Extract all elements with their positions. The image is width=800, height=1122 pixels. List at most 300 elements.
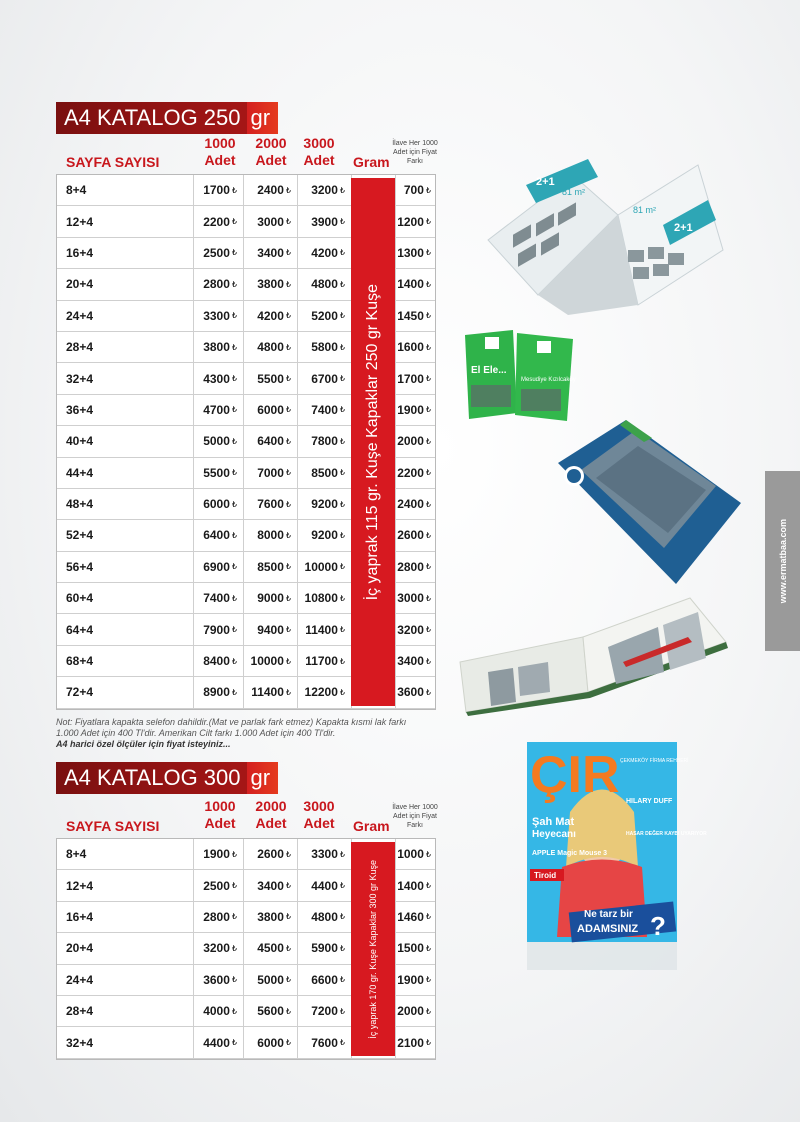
page-count-cell-value: 48+4 <box>66 497 94 512</box>
price-diff-cell <box>395 870 435 900</box>
price-3000-cell-value: 3200 <box>311 183 338 198</box>
price-1000-cell <box>193 238 243 268</box>
section2-header-sayfa: SAYFA SAYISI <box>66 818 160 834</box>
page-count-cell <box>66 175 86 205</box>
price-2000-cell-value: 7000 <box>257 465 284 480</box>
price-1000-cell <box>193 363 243 393</box>
section2-title <box>56 762 278 794</box>
currency-symbol: ₺ <box>231 849 237 859</box>
price-diff-cell <box>395 677 435 707</box>
currency-symbol: ₺ <box>339 881 345 891</box>
page-count-cell <box>66 520 93 550</box>
price-3000-cell-value: 6700 <box>311 371 338 386</box>
price-3000-cell-value: 4200 <box>311 245 338 260</box>
price-3000-cell-value: 9200 <box>311 528 338 543</box>
price-2000-cell-value: 8500 <box>257 559 284 574</box>
price-2000-cell <box>243 902 297 932</box>
section1-header-gram: Gram <box>353 154 390 170</box>
magazine-top-text: ÇEKMEKÖY FİRMA REHBERİ <box>620 758 689 764</box>
currency-symbol: ₺ <box>339 912 345 922</box>
page-count-cell <box>66 489 93 519</box>
page-count-cell <box>66 614 93 644</box>
price-diff-cell <box>395 1027 435 1057</box>
price-3000-cell-value: 4800 <box>311 909 338 924</box>
currency-symbol: ₺ <box>339 975 345 985</box>
page-count-cell-value: 8+4 <box>66 183 87 198</box>
currency-symbol: ₺ <box>231 1006 237 1016</box>
price-diff-cell-value: 2200 <box>397 465 424 480</box>
price-diff-cell-value: 1700 <box>397 371 424 386</box>
page-count-cell <box>66 870 93 900</box>
page-count-cell <box>66 363 93 393</box>
price-3000-cell-value: 10000 <box>304 559 338 574</box>
page-count-cell-value: 64+4 <box>66 622 94 637</box>
price-1000-cell-value: 2800 <box>203 909 230 924</box>
price-1000-cell <box>193 870 243 900</box>
page-count-cell-value: 8+4 <box>66 847 87 862</box>
price-2000-cell <box>243 1027 297 1057</box>
price-diff-cell-value: 2800 <box>397 559 424 574</box>
currency-symbol: ₺ <box>339 943 345 953</box>
price-1000-cell-value: 6000 <box>203 497 230 512</box>
price-2000-cell-value: 9000 <box>257 591 284 606</box>
price-diff-cell <box>395 646 435 676</box>
page-count-cell-value: 36+4 <box>66 402 94 417</box>
page-count-cell-value: 20+4 <box>66 277 94 292</box>
price-diff-cell <box>395 520 435 550</box>
catalog-area-1: 81 m² <box>562 187 586 197</box>
magazine-line-1: Şah Mat <box>532 816 575 828</box>
currency-symbol: ₺ <box>425 912 431 922</box>
price-1000-cell <box>193 458 243 488</box>
price-3000-cell-value: 11400 <box>305 622 338 637</box>
note-line-2: 1.000 Adet için 400 Tl'dir. Amerikan Cilt farkı 1.000 Adet için 400 Tl'dir. <box>56 728 336 738</box>
currency-symbol: ₺ <box>339 593 345 603</box>
price-3000-cell <box>297 520 351 550</box>
price-1000-cell-value: 1900 <box>203 847 230 862</box>
price-3000-cell-value: 5900 <box>311 941 338 956</box>
price-3000-cell <box>297 206 351 236</box>
price-2000-cell <box>243 965 297 995</box>
price-1000-cell <box>193 646 243 676</box>
price-2000-cell-value: 4800 <box>257 340 284 355</box>
price-1000-cell-value: 5000 <box>203 434 230 449</box>
currency-symbol: ₺ <box>425 593 431 603</box>
price-1000-cell <box>193 1027 243 1057</box>
price-1000-cell-value: 2800 <box>203 277 230 292</box>
price-3000-cell-value: 5200 <box>311 308 338 323</box>
price-diff-cell <box>395 395 435 425</box>
price-1000-cell-value: 6400 <box>203 528 230 543</box>
section2-header-gram: Gram <box>353 818 390 834</box>
page-count-cell-value: 12+4 <box>66 214 94 229</box>
currency-symbol: ₺ <box>425 499 431 509</box>
price-3000-cell-value: 12200 <box>304 685 338 700</box>
price-1000-cell-value: 8900 <box>203 685 230 700</box>
magazine-line-4: APPLE Magic Mouse 3 <box>532 850 608 857</box>
price-diff-cell <box>395 489 435 519</box>
catalog-area-2: 81 m² <box>633 205 657 215</box>
page-count-cell-value: 72+4 <box>66 685 94 700</box>
page-count-cell <box>66 965 93 995</box>
price-3000-cell <box>297 175 351 205</box>
price-1000-cell-value: 3800 <box>203 340 230 355</box>
price-note <box>56 717 456 750</box>
price-1000-cell <box>193 552 243 582</box>
currency-symbol: ₺ <box>285 975 291 985</box>
currency-symbol: ₺ <box>285 687 291 697</box>
website-side-tab <box>765 471 800 651</box>
currency-symbol: ₺ <box>285 530 291 540</box>
currency-symbol: ₺ <box>285 562 291 572</box>
currency-symbol: ₺ <box>285 656 291 666</box>
price-3000-cell <box>297 902 351 932</box>
section1-title-unit: gr <box>247 102 279 134</box>
currency-symbol: ₺ <box>425 1038 431 1048</box>
currency-symbol: ₺ <box>285 1038 291 1048</box>
price-3000-cell <box>297 301 351 331</box>
price-3000-cell <box>297 996 351 1026</box>
catalog-badge-1: 2+1 <box>536 176 555 188</box>
price-diff-cell <box>395 614 435 644</box>
price-diff-cell-value: 1600 <box>397 340 424 355</box>
price-1000-cell <box>193 614 243 644</box>
page-count-cell <box>66 426 93 456</box>
page-count-cell-value: 28+4 <box>66 340 94 355</box>
price-diff-cell <box>395 175 435 205</box>
brochure-text-1: El Ele... <box>471 365 507 376</box>
currency-symbol: ₺ <box>231 881 237 891</box>
price-diff-cell <box>395 933 435 963</box>
currency-symbol: ₺ <box>425 374 431 384</box>
magazine-line-5: Tiroid <box>534 871 557 880</box>
price-2000-cell-value: 9400 <box>257 622 284 637</box>
currency-symbol: ₺ <box>339 311 345 321</box>
currency-symbol: ₺ <box>339 185 345 195</box>
price-1000-cell-value: 7400 <box>203 591 230 606</box>
price-2000-cell <box>243 238 297 268</box>
price-diff-cell <box>395 269 435 299</box>
currency-symbol: ₺ <box>231 436 237 446</box>
price-diff-cell <box>395 458 435 488</box>
price-1000-cell <box>193 520 243 550</box>
price-1000-cell-value: 4000 <box>203 1004 230 1019</box>
price-3000-cell <box>297 839 351 869</box>
currency-symbol: ₺ <box>339 374 345 384</box>
price-2000-cell <box>243 552 297 582</box>
page-count-cell-value: 52+4 <box>66 528 94 543</box>
price-1000-cell <box>193 426 243 456</box>
price-2000-cell-value: 11400 <box>251 685 284 700</box>
page-count-cell-value: 24+4 <box>66 972 94 987</box>
page-count-cell <box>66 269 93 299</box>
price-2000-cell-value: 7600 <box>257 497 284 512</box>
price-2000-cell-value: 3000 <box>257 214 284 229</box>
currency-symbol: ₺ <box>339 405 345 415</box>
price-3000-cell <box>297 269 351 299</box>
price-diff-cell-value: 1300 <box>397 245 424 260</box>
price-1000-cell-value: 4300 <box>203 371 230 386</box>
currency-symbol: ₺ <box>425 687 431 697</box>
price-1000-cell <box>193 206 243 236</box>
section1-title <box>56 102 278 134</box>
page-count-cell <box>66 933 93 963</box>
price-1000-cell <box>193 677 243 707</box>
magazine-line-3: HASAR DEĞER KAYBI UYARIYOR <box>626 831 707 837</box>
price-diff-cell-value: 3000 <box>397 591 424 606</box>
page-count-cell-value: 16+4 <box>66 909 94 924</box>
price-diff-cell-value: 2100 <box>397 1035 424 1050</box>
currency-symbol: ₺ <box>231 562 237 572</box>
price-diff-cell <box>395 996 435 1026</box>
currency-symbol: ₺ <box>285 248 291 258</box>
price-3000-cell <box>297 646 351 676</box>
price-diff-cell-value: 1200 <box>397 214 424 229</box>
brochure-image <box>455 325 595 425</box>
section2-title-unit: gr <box>247 762 279 794</box>
price-diff-cell-value: 700 <box>403 183 424 198</box>
price-diff-cell <box>395 332 435 362</box>
page-count-cell-value: 56+4 <box>66 559 94 574</box>
section1-header-q3: 3000 Adet <box>303 135 335 168</box>
currency-symbol: ₺ <box>231 943 237 953</box>
price-2000-cell-value: 4500 <box>257 941 284 956</box>
price-3000-cell <box>297 458 351 488</box>
magazine-cover-image <box>522 737 707 972</box>
currency-symbol: ₺ <box>339 436 345 446</box>
price-diff-cell-value: 1900 <box>397 402 424 417</box>
note-line-3: A4 harici özel ölçüler için fiyat isteyiniz... <box>56 739 231 749</box>
currency-symbol: ₺ <box>231 279 237 289</box>
section1-header-sayfa: SAYFA SAYISI <box>66 154 160 170</box>
page-count-cell <box>66 646 93 676</box>
page-count-cell-value: 32+4 <box>66 371 94 386</box>
price-2000-cell-value: 2600 <box>257 847 284 862</box>
currency-symbol: ₺ <box>285 849 291 859</box>
price-3000-cell-value: 7400 <box>311 402 338 417</box>
currency-symbol: ₺ <box>231 975 237 985</box>
currency-symbol: ₺ <box>425 562 431 572</box>
currency-symbol: ₺ <box>425 436 431 446</box>
price-3000-cell-value: 5800 <box>311 340 338 355</box>
price-diff-cell-value: 1460 <box>397 909 424 924</box>
brochure-text-2: Mesudiye Kızılcaköy <box>521 377 576 383</box>
price-3000-cell <box>297 1027 351 1057</box>
price-2000-cell <box>243 520 297 550</box>
currency-symbol: ₺ <box>285 279 291 289</box>
price-3000-cell <box>297 332 351 362</box>
currency-symbol: ₺ <box>339 499 345 509</box>
currency-symbol: ₺ <box>339 530 345 540</box>
landscape-catalog-image <box>458 592 730 717</box>
page-count-cell <box>66 206 93 236</box>
price-3000-cell <box>297 933 351 963</box>
currency-symbol: ₺ <box>339 625 345 635</box>
currency-symbol: ₺ <box>425 975 431 985</box>
page-count-cell <box>66 583 93 613</box>
price-diff-cell-value: 1000 <box>397 847 424 862</box>
price-2000-cell <box>243 583 297 613</box>
currency-symbol: ₺ <box>425 849 431 859</box>
price-2000-cell-value: 10000 <box>250 654 284 669</box>
price-2000-cell <box>243 614 297 644</box>
currency-symbol: ₺ <box>231 1038 237 1048</box>
section2-price-table <box>56 838 436 1060</box>
section2-header-q2: 2000 Adet <box>255 798 287 831</box>
currency-symbol: ₺ <box>231 530 237 540</box>
price-2000-cell-value: 6400 <box>257 434 284 449</box>
price-3000-cell <box>297 238 351 268</box>
price-2000-cell <box>243 269 297 299</box>
price-1000-cell-value: 4400 <box>203 1035 230 1050</box>
currency-symbol: ₺ <box>339 562 345 572</box>
price-2000-cell <box>243 332 297 362</box>
section2-gram-column <box>351 842 395 1056</box>
price-diff-cell <box>395 238 435 268</box>
price-3000-cell-value: 10800 <box>304 591 338 606</box>
currency-symbol: ₺ <box>425 248 431 258</box>
currency-symbol: ₺ <box>339 468 345 478</box>
price-3000-cell-value: 8500 <box>311 465 338 480</box>
price-1000-cell-value: 7900 <box>203 622 230 637</box>
currency-symbol: ₺ <box>425 311 431 321</box>
section2-header-q1: 1000 Adet <box>204 798 236 831</box>
price-diff-cell-value: 2000 <box>397 434 424 449</box>
currency-symbol: ₺ <box>339 342 345 352</box>
currency-symbol: ₺ <box>339 279 345 289</box>
page-count-cell <box>66 332 93 362</box>
currency-symbol: ₺ <box>425 625 431 635</box>
price-2000-cell <box>243 395 297 425</box>
price-3000-cell <box>297 363 351 393</box>
page-count-cell <box>66 1027 93 1057</box>
currency-symbol: ₺ <box>231 499 237 509</box>
currency-symbol: ₺ <box>231 311 237 321</box>
currency-symbol: ₺ <box>339 1006 345 1016</box>
price-2000-cell <box>243 301 297 331</box>
currency-symbol: ₺ <box>285 625 291 635</box>
currency-symbol: ₺ <box>425 1006 431 1016</box>
currency-symbol: ₺ <box>285 436 291 446</box>
currency-symbol: ₺ <box>339 1038 345 1048</box>
price-diff-cell <box>395 839 435 869</box>
price-diff-cell-value: 3200 <box>397 622 424 637</box>
price-1000-cell-value: 4700 <box>203 402 230 417</box>
page-count-cell <box>66 552 93 582</box>
price-3000-cell <box>297 426 351 456</box>
page-count-cell-value: 32+4 <box>66 1035 94 1050</box>
page-count-cell-value: 12+4 <box>66 878 94 893</box>
currency-symbol: ₺ <box>285 943 291 953</box>
catalog-badge-2: 2+1 <box>674 222 693 234</box>
page-count-cell-value: 28+4 <box>66 1004 94 1019</box>
page-count-cell <box>66 839 86 869</box>
price-1000-cell <box>193 489 243 519</box>
currency-symbol: ₺ <box>231 405 237 415</box>
currency-symbol: ₺ <box>425 279 431 289</box>
price-2000-cell-value: 3400 <box>257 245 284 260</box>
price-diff-cell-value: 1900 <box>397 972 424 987</box>
section1-header-q1: 1000 Adet <box>204 135 236 168</box>
price-diff-cell-value: 1400 <box>397 277 424 292</box>
note-line-1: Not: Fiyatlara kapakta selefon dahildir.(Mat ve parlak fark etmez) Kapakta kısmi lak farkı <box>56 717 407 727</box>
currency-symbol: ₺ <box>425 405 431 415</box>
price-3000-cell <box>297 395 351 425</box>
section2-header-ilave: İlave Her 1000 Adet için Fiyat Farkı <box>392 804 438 829</box>
open-catalog-image <box>478 155 728 320</box>
price-3000-cell <box>297 677 351 707</box>
currency-symbol: ₺ <box>339 687 345 697</box>
price-2000-cell-value: 3400 <box>257 878 284 893</box>
price-2000-cell-value: 3800 <box>257 277 284 292</box>
currency-symbol: ₺ <box>231 912 237 922</box>
section2-title-main: A4 KATALOG 300 <box>56 762 247 794</box>
page-count-cell-value: 24+4 <box>66 308 94 323</box>
price-3000-cell <box>297 489 351 519</box>
price-2000-cell-value: 5600 <box>257 1004 284 1019</box>
price-1000-cell-value: 3200 <box>203 941 230 956</box>
price-diff-cell-value: 2400 <box>397 497 424 512</box>
currency-symbol: ₺ <box>231 248 237 258</box>
currency-symbol: ₺ <box>231 656 237 666</box>
price-1000-cell-value: 2500 <box>203 878 230 893</box>
price-diff-cell <box>395 583 435 613</box>
price-3000-cell-value: 7600 <box>311 1035 338 1050</box>
price-1000-cell <box>193 395 243 425</box>
price-1000-cell-value: 1700 <box>203 183 230 198</box>
price-1000-cell <box>193 996 243 1026</box>
price-2000-cell <box>243 426 297 456</box>
price-1000-cell-value: 6900 <box>203 559 230 574</box>
currency-symbol: ₺ <box>285 468 291 478</box>
price-2000-cell <box>243 839 297 869</box>
section1-price-table <box>56 174 436 710</box>
price-2000-cell <box>243 206 297 236</box>
price-2000-cell-value: 6000 <box>257 1035 284 1050</box>
price-2000-cell <box>243 646 297 676</box>
price-3000-cell-value: 4800 <box>311 277 338 292</box>
price-2000-cell <box>243 996 297 1026</box>
price-2000-cell <box>243 363 297 393</box>
magazine-name: HILARY DUFF <box>626 798 673 805</box>
currency-symbol: ₺ <box>231 593 237 603</box>
price-diff-cell <box>395 965 435 995</box>
currency-symbol: ₺ <box>425 185 431 195</box>
price-3000-cell-value: 7800 <box>311 434 338 449</box>
section2-header-q3: 3000 Adet <box>303 798 335 831</box>
price-1000-cell-value: 2200 <box>203 214 230 229</box>
price-2000-cell <box>243 870 297 900</box>
price-3000-cell <box>297 965 351 995</box>
currency-symbol: ₺ <box>285 374 291 384</box>
price-2000-cell-value: 8000 <box>257 528 284 543</box>
currency-symbol: ₺ <box>339 849 345 859</box>
currency-symbol: ₺ <box>231 217 237 227</box>
currency-symbol: ₺ <box>231 185 237 195</box>
page-count-cell <box>66 395 93 425</box>
price-1000-cell <box>193 175 243 205</box>
section1-gram-text: İç yaprak 115 gr. Kuşe Kapaklar 250 gr Kuşe <box>364 283 381 601</box>
section2-gram-text: İç yaprak 170 gr. Kuşe Kapaklar 300 gr Kuşe <box>368 859 378 1039</box>
price-3000-cell-value: 9200 <box>311 497 338 512</box>
currency-symbol: ₺ <box>425 943 431 953</box>
page-count-cell-value: 68+4 <box>66 654 94 669</box>
price-1000-cell-value: 2500 <box>203 245 230 260</box>
price-2000-cell-value: 3800 <box>257 909 284 924</box>
price-diff-cell-value: 1400 <box>397 878 424 893</box>
currency-symbol: ₺ <box>339 656 345 666</box>
price-2000-cell-value: 6000 <box>257 402 284 417</box>
